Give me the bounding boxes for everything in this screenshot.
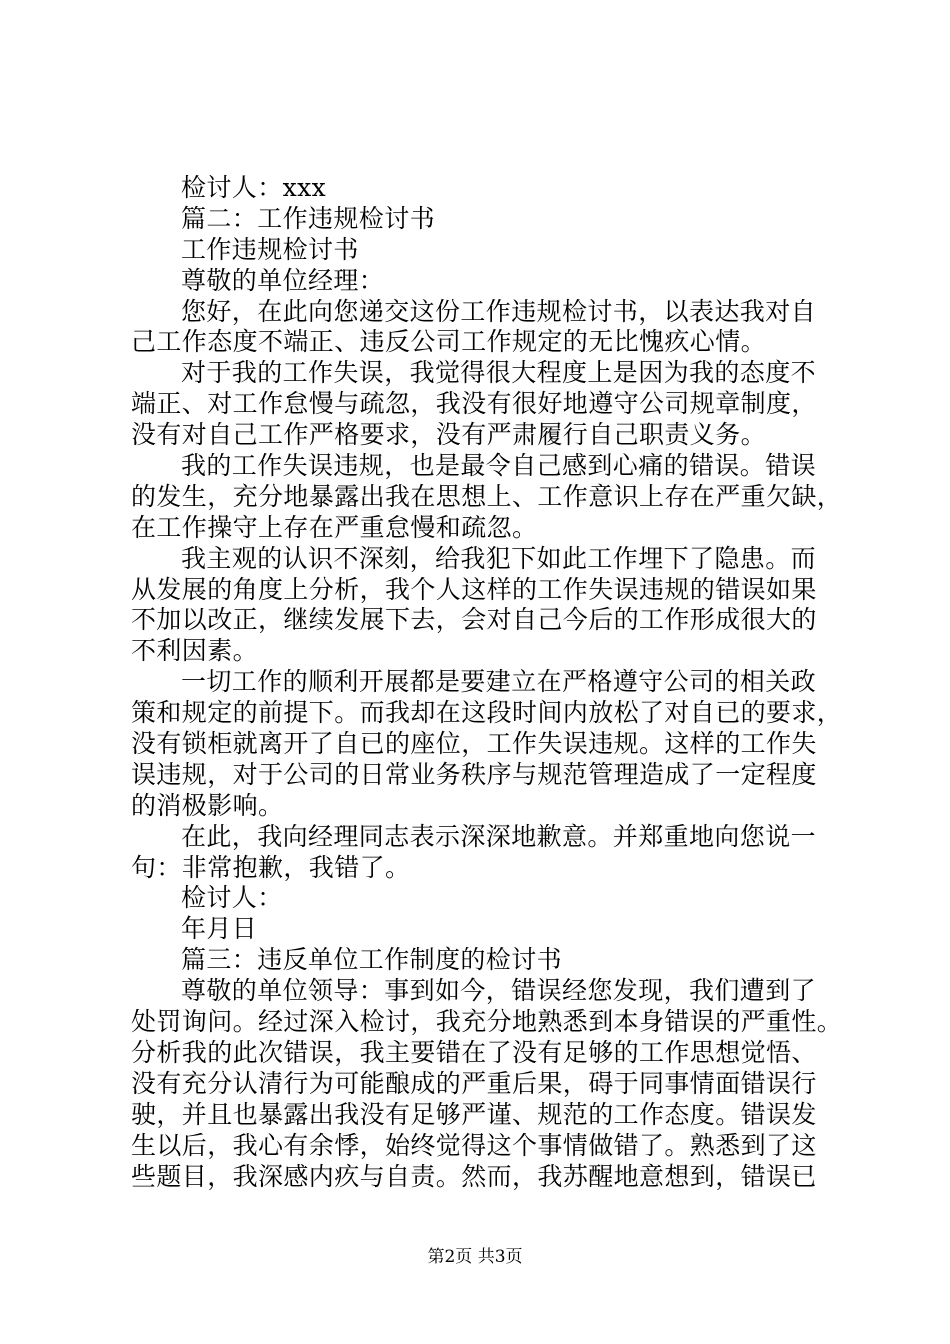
text-line: 端正、对工作怠慢与疏忽，我没有很好地遵守公司规章制度， bbox=[131, 389, 817, 419]
text-line: 年月日 bbox=[181, 914, 258, 944]
text-line: 处罚询问。经过深入检讨，我充分地熟悉到本身错误的严重性。 bbox=[131, 1007, 843, 1037]
text-line: 没有充分认清行为可能酿成的严重后果，碍于同事情面错误行 bbox=[131, 1068, 817, 1098]
text-line: 对于我的工作失误，我觉得很大程度上是因为我的态度不 bbox=[181, 358, 817, 388]
text-line: 误违规，对于公司的日常业务秩序与规范管理造成了一定程度 bbox=[131, 759, 817, 789]
text-line: 些题目，我深感内疚与自责。然而，我苏醒地意想到，错误已 bbox=[131, 1161, 817, 1191]
text-line: 从发展的角度上分析，我个人这样的工作失误违规的错误如果 bbox=[131, 574, 817, 604]
text-line: 驶，并且也暴露出我没有足够严谨、规范的工作态度。错误发 bbox=[131, 1099, 817, 1129]
text-line: 一切工作的顺利开展都是要建立在严格遵守公司的相关政 bbox=[181, 667, 817, 697]
text-line: 己工作态度不端正、违反公司工作规定的无比愧疚心情。 bbox=[131, 327, 767, 357]
text-line: 检讨人：xxx bbox=[181, 173, 327, 202]
text-line: 的消极影响。 bbox=[131, 790, 284, 820]
text-line: 尊敬的单位领导：事到如今，错误经您发现，我们遭到了 bbox=[181, 976, 817, 1006]
text-line: 策和规定的前提下。而我却在这段时间内放松了对自已的要求， bbox=[131, 698, 843, 728]
document-body bbox=[131, 173, 843, 1192]
text-line: 不利因素。 bbox=[131, 636, 259, 666]
text-line: 在工作操守上存在严重怠慢和疏忽。 bbox=[131, 512, 538, 542]
text-line: 句：非常抱歉，我错了。 bbox=[131, 852, 411, 882]
text-line: 的发生，充分地暴露出我在思想上、工作意识上存在严重欠缺， bbox=[131, 481, 843, 511]
text-line: 篇二：工作违规检讨书 bbox=[181, 203, 436, 233]
text-line: 分析我的此次错误，我主要错在了没有足够的工作思想觉悟、 bbox=[131, 1037, 817, 1067]
text-line: 我的工作失误违规，也是最令自己感到心痛的错误。错误 bbox=[181, 451, 817, 481]
text-line: 我主观的认识不深刻，给我犯下如此工作埋下了隐患。而 bbox=[181, 543, 817, 573]
text-line: 生以后，我心有余悸，始终觉得这个事情做错了。熟悉到了这 bbox=[131, 1130, 817, 1160]
text-line: 检讨人： bbox=[181, 883, 283, 913]
text-line: 没有锁柜就离开了自已的座位，工作失误违规。这样的工作失 bbox=[131, 729, 817, 759]
text-line: 尊敬的单位经理： bbox=[181, 265, 385, 295]
text-line: 工作违规检讨书 bbox=[181, 234, 359, 264]
text-line: 没有对自己工作严格要求，没有严肃履行自己职责义务。 bbox=[131, 420, 767, 450]
page-footer: 第2页 共3页 bbox=[427, 1247, 523, 1267]
text-line: 篇三：违反单位工作制度的检讨书 bbox=[181, 945, 563, 975]
text-line: 您好，在此向您递交这份工作违规检讨书，以表达我对自 bbox=[181, 296, 817, 326]
text-line: 在此，我向经理同志表示深深地歉意。并郑重地向您说一 bbox=[181, 821, 817, 851]
text-line: 不加以改正，继续发展下去，会对自己今后的工作形成很大的 bbox=[131, 605, 817, 635]
